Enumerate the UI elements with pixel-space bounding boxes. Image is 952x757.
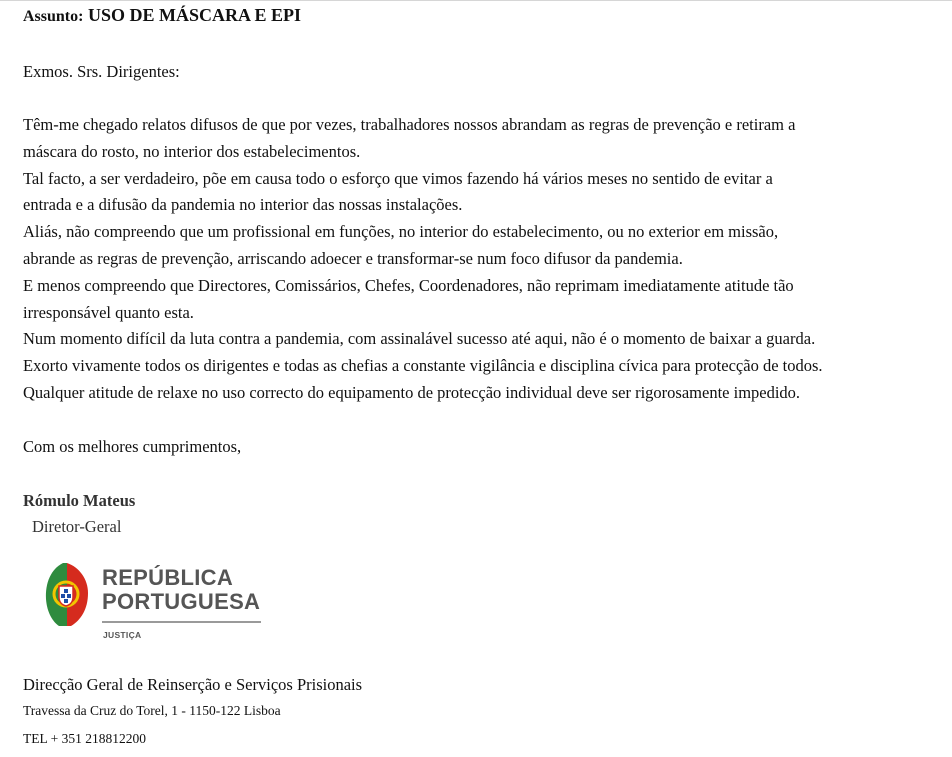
body-line: Aliás, não compreendo que um profissional em funções, no interior do estabelecimento, ou no exterior em missão,: [23, 222, 779, 242]
signer-name: Rómulo Mateus: [23, 490, 136, 510]
body-line: máscara do rosto, no interior dos estabelecimentos.: [23, 141, 361, 161]
logo-ministry: JUSTIÇA: [103, 630, 142, 640]
subject-label: Assunto:: [23, 8, 84, 25]
organization-address: Travessa da Cruz do Torel, 1 - 1150-122 Lisboa: [23, 703, 281, 718]
republica-portuguesa-logo: [43, 561, 273, 651]
body-line: E menos compreendo que Directores, Comissários, Chefes, Coordenadores, não reprimam imediatamente atitude tão: [23, 275, 794, 295]
body-line: Qualquer atitude de relaxe no uso correcto do equipamento de protecção individual deve ser rigorosamente impedido.: [23, 382, 801, 402]
body-line: Tal facto, a ser verdadeiro, põe em causa todo o esforço que vimos fazendo há vários meses no sentido de evitar a: [23, 168, 773, 188]
body-line: Têm-me chegado relatos difusos de que por vezes, trabalhadores nossos abrandam as regras de prevenção e retiram a: [23, 115, 796, 134]
organization-phone: TEL + 351 218812200: [23, 731, 146, 746]
closing: Com os melhores cumprimentos,: [23, 436, 242, 456]
body-line: irresponsável quanto esta.: [23, 302, 194, 322]
body-line: entrada e a difusão da pandemia no interior das nossas instalações.: [23, 195, 463, 215]
signer-title: Diretor-Geral: [32, 516, 122, 536]
portuguese-coat-of-arms-icon: [43, 561, 91, 627]
body-line: Exorto vivamente todos os dirigentes e todas as chefias a constante vigilância e disciplina cívica para protecção de todos.: [23, 356, 823, 376]
email-subject: [23, 0, 943, 29]
logo-text-portuguesa: PORTUGUESA: [102, 589, 261, 614]
organization-name: Direcção Geral de Reinserção e Serviços Prisionais: [23, 675, 363, 694]
logo-text-republica: REPÚBLICA: [102, 565, 234, 590]
subject-text: USO DE MÁSCARA E EPI: [87, 5, 301, 25]
salutation: Exmos. Srs. Dirigentes:: [23, 62, 180, 81]
message-paragraphs: [23, 112, 943, 407]
organization-details: [23, 672, 362, 750]
body-line: Num momento difícil da luta contra a pandemia, com assinalável sucesso até aqui, não é o momento de baixar a guarda.: [23, 329, 816, 349]
logo-divider: [102, 621, 261, 623]
body-line: abrande as regras de prevenção, arriscando adoecer e transformar-se num foco difusor da pandemia.: [23, 248, 683, 268]
email-body: [23, 0, 943, 540]
